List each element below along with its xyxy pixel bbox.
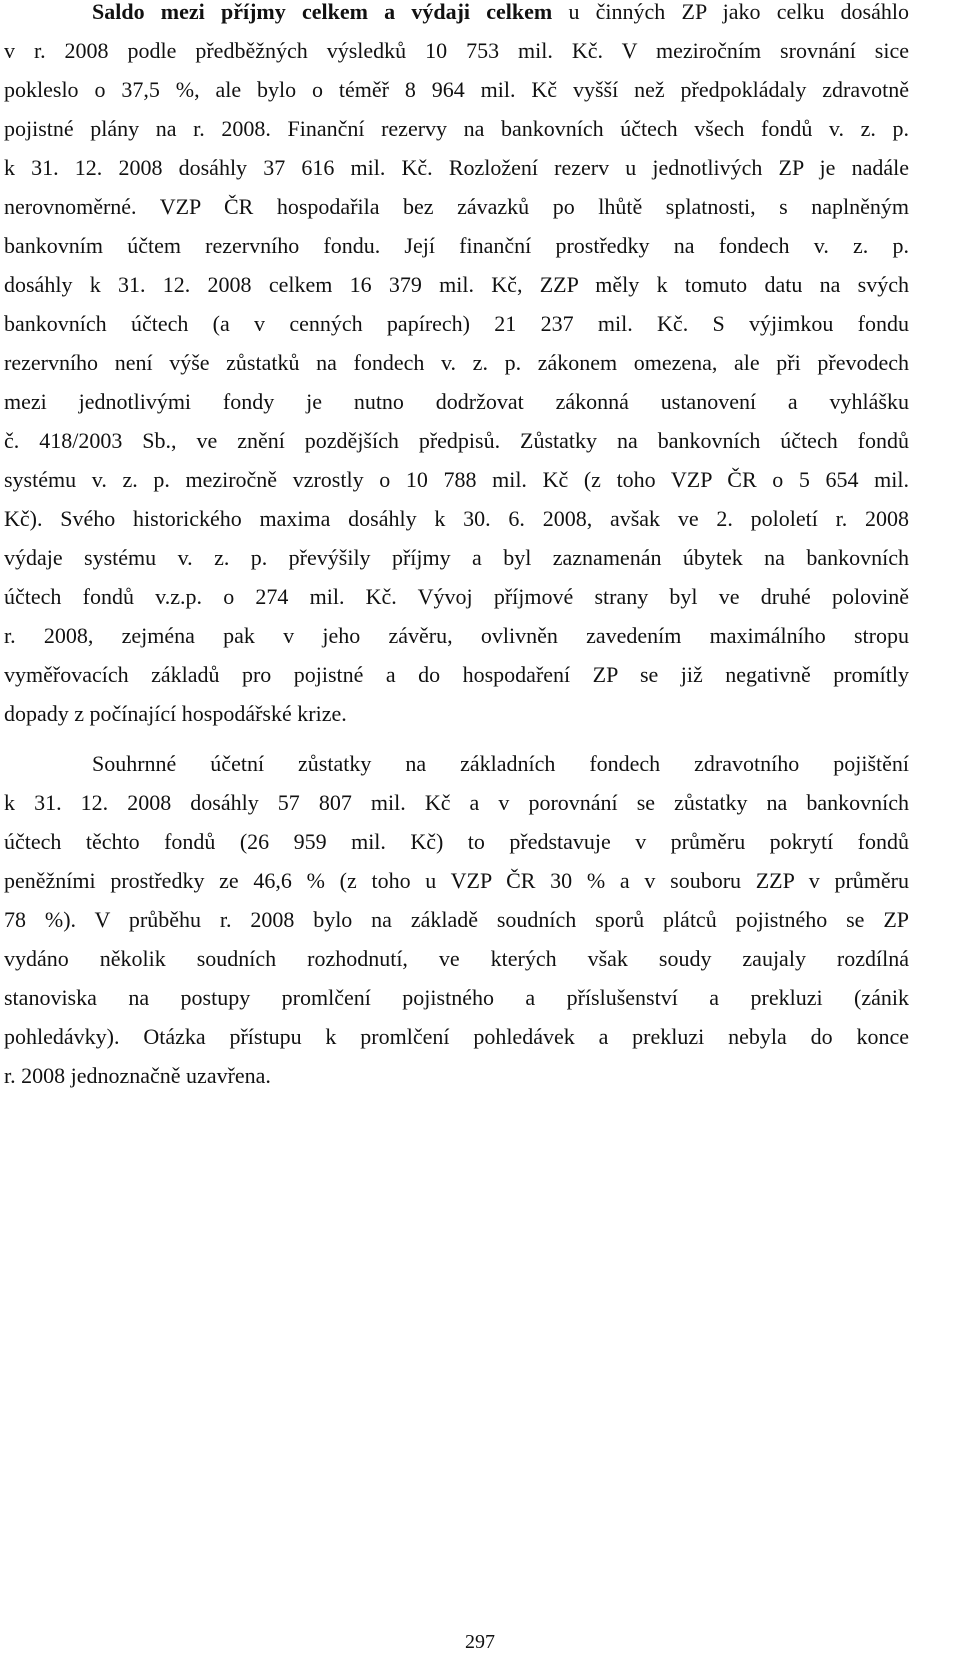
text-line: č. 418/2003 Sb., ve znění pozdějších předpisů. Zůstatky na bankovních účtech fondů: [4, 428, 909, 453]
text-line: rezervního není výše zůstatků na fondech v. z. p. zákonem omezena, ale při převodech: [4, 350, 909, 375]
text-line: Kč). Svého historického maxima dosáhly k 30. 6. 2008, avšak ve 2. pololetí r. 2008: [4, 506, 909, 531]
text-line: nerovnoměrné. VZP ČR hospodařila bez závazků po lhůtě splatnosti, s naplněným: [4, 194, 909, 219]
text-line: dosáhly k 31. 12. 2008 celkem 16 379 mil. Kč, ZZP měly k tomuto datu na svých: [4, 272, 909, 297]
page-number: 297: [465, 1631, 495, 1653]
text-line: bankovních účtech (a v cenných papírech) 21 237 mil. Kč. S výjimkou fondu: [4, 311, 909, 336]
line-text: u činných ZP jako celku dosáhlo: [552, 0, 909, 24]
text-line: výdaje systému v. z. p. převýšily příjmy a byl zaznamenán úbytek na bankovních: [4, 545, 909, 570]
text-line: k 31. 12. 2008 dosáhly 57 807 mil. Kč a v porovnání se zůstatky na bankovních: [4, 790, 909, 815]
text-line: Souhrnné účetní zůstatky na základních fondech zdravotního pojištění: [92, 751, 909, 776]
text-line: peněžními prostředky ze 46,6 % (z toho u VZP ČR 30 % a v souboru ZZP v průměru: [4, 868, 909, 893]
text-line: stanoviska na postupy promlčení pojistného a příslušenství a prekluzi (zánik: [4, 985, 909, 1010]
text-line: účtech fondů v.z.p. o 274 mil. Kč. Vývoj příjmové strany byl ve druhé polovině: [4, 584, 909, 609]
text-line: mezi jednotlivými fondy je nutno dodržovat zákonná ustanovení a vyhlášku: [4, 389, 909, 414]
text-line: systému v. z. p. meziročně vzrostly o 10 788 mil. Kč (z toho VZP ČR o 5 654 mil.: [4, 467, 909, 492]
text-line: r. 2008, zejména pak v jeho závěru, ovlivněn zavedením maximálního stropu: [4, 623, 909, 648]
text-line: vyměřovacích základů pro pojistné a do hospodaření ZP se již negativně promítly: [4, 662, 909, 687]
text-line: účtech těchto fondů (26 959 mil. Kč) to představuje v průměru pokrytí fondů: [4, 829, 909, 854]
text-line: dopady z počínající hospodářské krize.: [4, 701, 347, 726]
text-line: 78 %). V průběhu r. 2008 bylo na základě soudních sporů plátců pojistného se ZP: [4, 907, 909, 932]
text-line: r. 2008 jednoznačně uzavřena.: [4, 1063, 271, 1088]
text-line: vydáno několik soudních rozhodnutí, ve kterých však soudy zaujaly rozdílná: [4, 946, 909, 971]
text-line: pokleslo o 37,5 %, ale bylo o téměř 8 964 mil. Kč vyšší než předpokládaly zdravotně: [4, 77, 909, 102]
text-line: pohledávky). Otázka přístupu k promlčení pohledávek a prekluzi nebyla do konce: [4, 1024, 909, 1049]
text-line: v r. 2008 podle předběžných výsledků 10 753 mil. Kč. V meziročním srovnání sice: [4, 38, 909, 63]
text-line: pojistné plány na r. 2008. Finanční rezervy na bankovních účtech všech fondů v. z. p.: [4, 116, 909, 141]
text-line: k 31. 12. 2008 dosáhly 37 616 mil. Kč. Rozložení rezerv u jednotlivých ZP je nadále: [4, 155, 909, 180]
bold-lead-text: Saldo mezi příjmy celkem a výdaji celkem: [92, 0, 553, 24]
text-line: [92, 0, 909, 32]
text-line: bankovním účtem rezervního fondu. Její finanční prostředky na fondech v. z. p.: [4, 233, 909, 258]
